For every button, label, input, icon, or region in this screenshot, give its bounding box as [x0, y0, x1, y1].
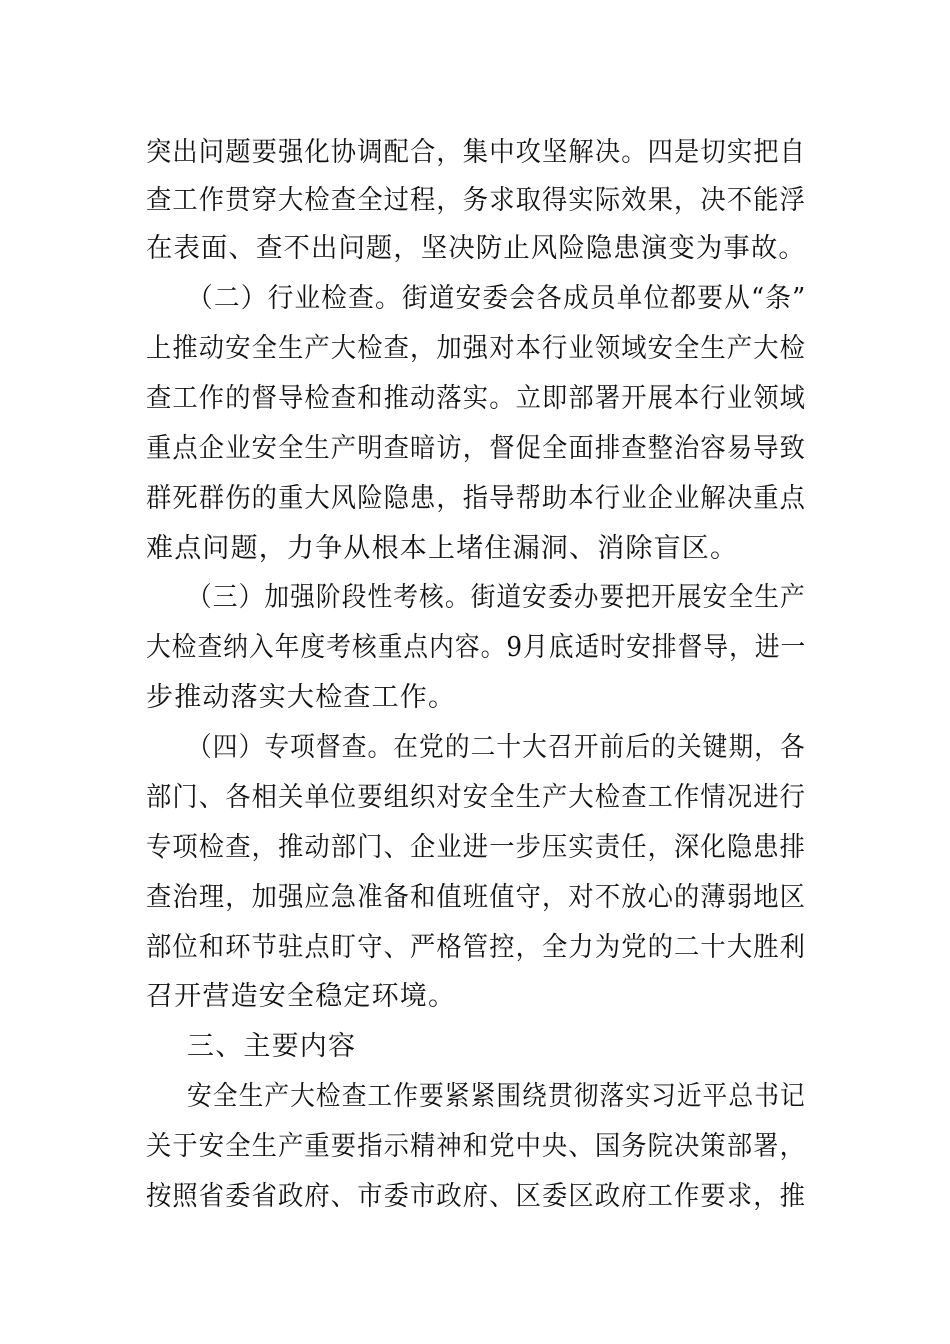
text-line: 关于安全生产重要指示精神和党中央、国务院决策部署， — [146, 1131, 807, 1162]
text-line: 在表面、查不出问题，坚决防止风险隐患演变为事故。 — [146, 233, 806, 264]
text-line: 突出问题要强化协调配合，集中攻坚解决。四是切实把自 — [146, 137, 807, 168]
text-line: 难点问题，力争从根本上堵住漏洞、消除盲区。 — [146, 533, 739, 564]
text-line: 步推动落实大检查工作。 — [146, 682, 457, 713]
text-line: 查工作贯穿大检查全过程，务求取得实际效果，决不能浮 — [146, 185, 807, 216]
text-line: 召开营造安全稳定环境。 — [146, 981, 457, 1012]
text-line: 上推动安全生产大检查，加强对本行业领域安全生产大检 — [146, 333, 807, 364]
text-line: 重点企业安全生产明查暗访，督促全面排查整治容易导致 — [146, 433, 807, 464]
text-line: 群死群伤的重大风险隐患，指导帮助本行业企业解决重点 — [146, 483, 807, 514]
text-line: 专项检查，推动部门、企业进一步压实责任，深化隐患排 — [146, 832, 807, 863]
text-line: （三）加强阶段性考核。街道安委办要把开展安全生产 — [187, 582, 806, 613]
text-line: 部位和环节驻点盯守、严格管控，全力为党的二十大胜利 — [146, 932, 807, 963]
text-line: 查工作的督导检查和推动落实。立即部署开展本行业领域 — [146, 383, 807, 414]
section-heading: 三、主要内容 — [187, 1031, 357, 1062]
text-line: 按照省委省政府、市委市政府、区委区政府工作要求，推 — [146, 1181, 807, 1212]
text-line: 查治理，加强应急准备和值班值守，对不放心的薄弱地区 — [146, 882, 807, 913]
text-line: 部门、各相关单位要组织对安全生产大检查工作情况进行 — [146, 782, 807, 813]
text-line: （四）专项督查。在党的二十大召开前后的关键期，各 — [187, 732, 806, 763]
text-line: （二）行业检查。街道安委会各成员单位都要从“条” — [187, 283, 807, 314]
text-line: 安全生产大检查工作要紧紧围绕贯彻落实习近平总书记 — [187, 1081, 806, 1112]
text-line: 大检查纳入年度考核重点内容。9月底适时安排督导，进一 — [146, 632, 807, 663]
